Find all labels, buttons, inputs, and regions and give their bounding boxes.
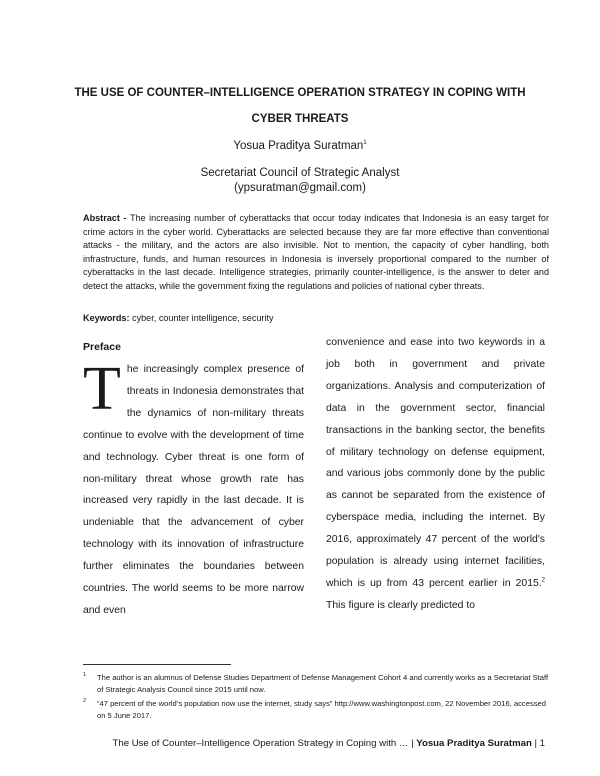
author-affiliation: Secretariat Council of Strategic Analyst: [200, 167, 400, 179]
body-column-left: [83, 355, 304, 622]
author-email: (ypsuratman@gmail.com): [234, 182, 366, 194]
keywords-label: Keywords:: [83, 313, 130, 323]
body-text-right: convenience and ease into two keywords in a job both in government and private organizations. Analysis and computerization of data in the government sector, financial transactions in the banking sector, the benefits of military technology on defense equipment, and various jobs commonly done by the public as cannot be separated from the existence of cyberspace media, including the internet. By 2016, approximately 47 percent of the world's population is already using internet facilities, which is up from 43 percent earlier in 2015.: [326, 337, 545, 589]
drop-cap: T: [83, 355, 121, 423]
footnote-ref-2: 2: [541, 577, 545, 584]
footnote-mark: 1: [83, 672, 87, 678]
author-name: [0, 140, 600, 152]
abstract-text: The increasing number of cyberattacks that occur today indicates that Indonesia is an easy target for crime actors in the cyber world. Cyberattacks are selected because they are far more effective than conventional attacks - the military, and the actors are also invisible. Not to mention, the capacity of cyber handling, both infrastructure, funds, and human resources in Indonesia is inversely proportional compared to the number of cyberattacks in the last decade. Intelligence strategies, primarily counter-intelligence, is the answer to deter and detect the attacks, while the government fixing the regulations and policies of national cyber threats.: [83, 213, 549, 291]
footnotes: [83, 672, 549, 724]
abstract: [83, 212, 549, 294]
footer-author: Yosua Praditya Suratman: [416, 738, 532, 749]
keywords-text: cyber, counter intelligence, security: [129, 313, 274, 323]
footnote-text: “47 percent of the world’s population now use the internet, study says” http://www.washingtonpost.com, 22 November 2016, accessed on 5 June 2017.: [97, 699, 546, 720]
body-text-right-end: This figure is clearly predicted to: [326, 599, 475, 611]
body-text-left: he increasingly complex presence of threats in Indonesia demonstrates that the dynamics of non-military threats continue to evolve with the development of time and technology. Cyber threat is one form of non-military threat whose growth rate has increased very rapidly in the last decade. It is undeniable that the advancement of cyber technology with its innovation of infrastructure further eliminates the boundaries between countries. The world seems to be more narrow and even: [83, 364, 304, 616]
keywords: [83, 312, 549, 324]
body-column-right: [326, 332, 545, 617]
section-heading: Preface: [83, 341, 121, 353]
author-name-text: Yosua Praditya Suratman: [233, 140, 364, 152]
footer-page-number: | 1: [531, 738, 545, 749]
footnote-item: [83, 698, 549, 721]
abstract-label: Abstract -: [83, 213, 130, 223]
author-footnote-mark: 1: [363, 140, 367, 147]
paper-title: THE USE OF COUNTER–INTELLIGENCE OPERATION STRATEGY IN COPING WITH CYBER THREATS: [74, 87, 526, 125]
footnote-text: The author is an alumnus of Defense Studies Department of Defense Management Cohort 4 and currently works as a Secretariat Staff of Strategic Analysis Council since 2015 until now.: [97, 673, 549, 694]
footer-running-title: The Use of Counter–Intelligence Operation Strategy in Coping with … |: [112, 738, 417, 749]
author-affiliation-block: [0, 166, 600, 196]
page-footer: [113, 738, 546, 749]
footnote-divider: [83, 664, 231, 665]
footnote-item: [83, 672, 549, 695]
footnote-mark: 2: [83, 698, 87, 704]
